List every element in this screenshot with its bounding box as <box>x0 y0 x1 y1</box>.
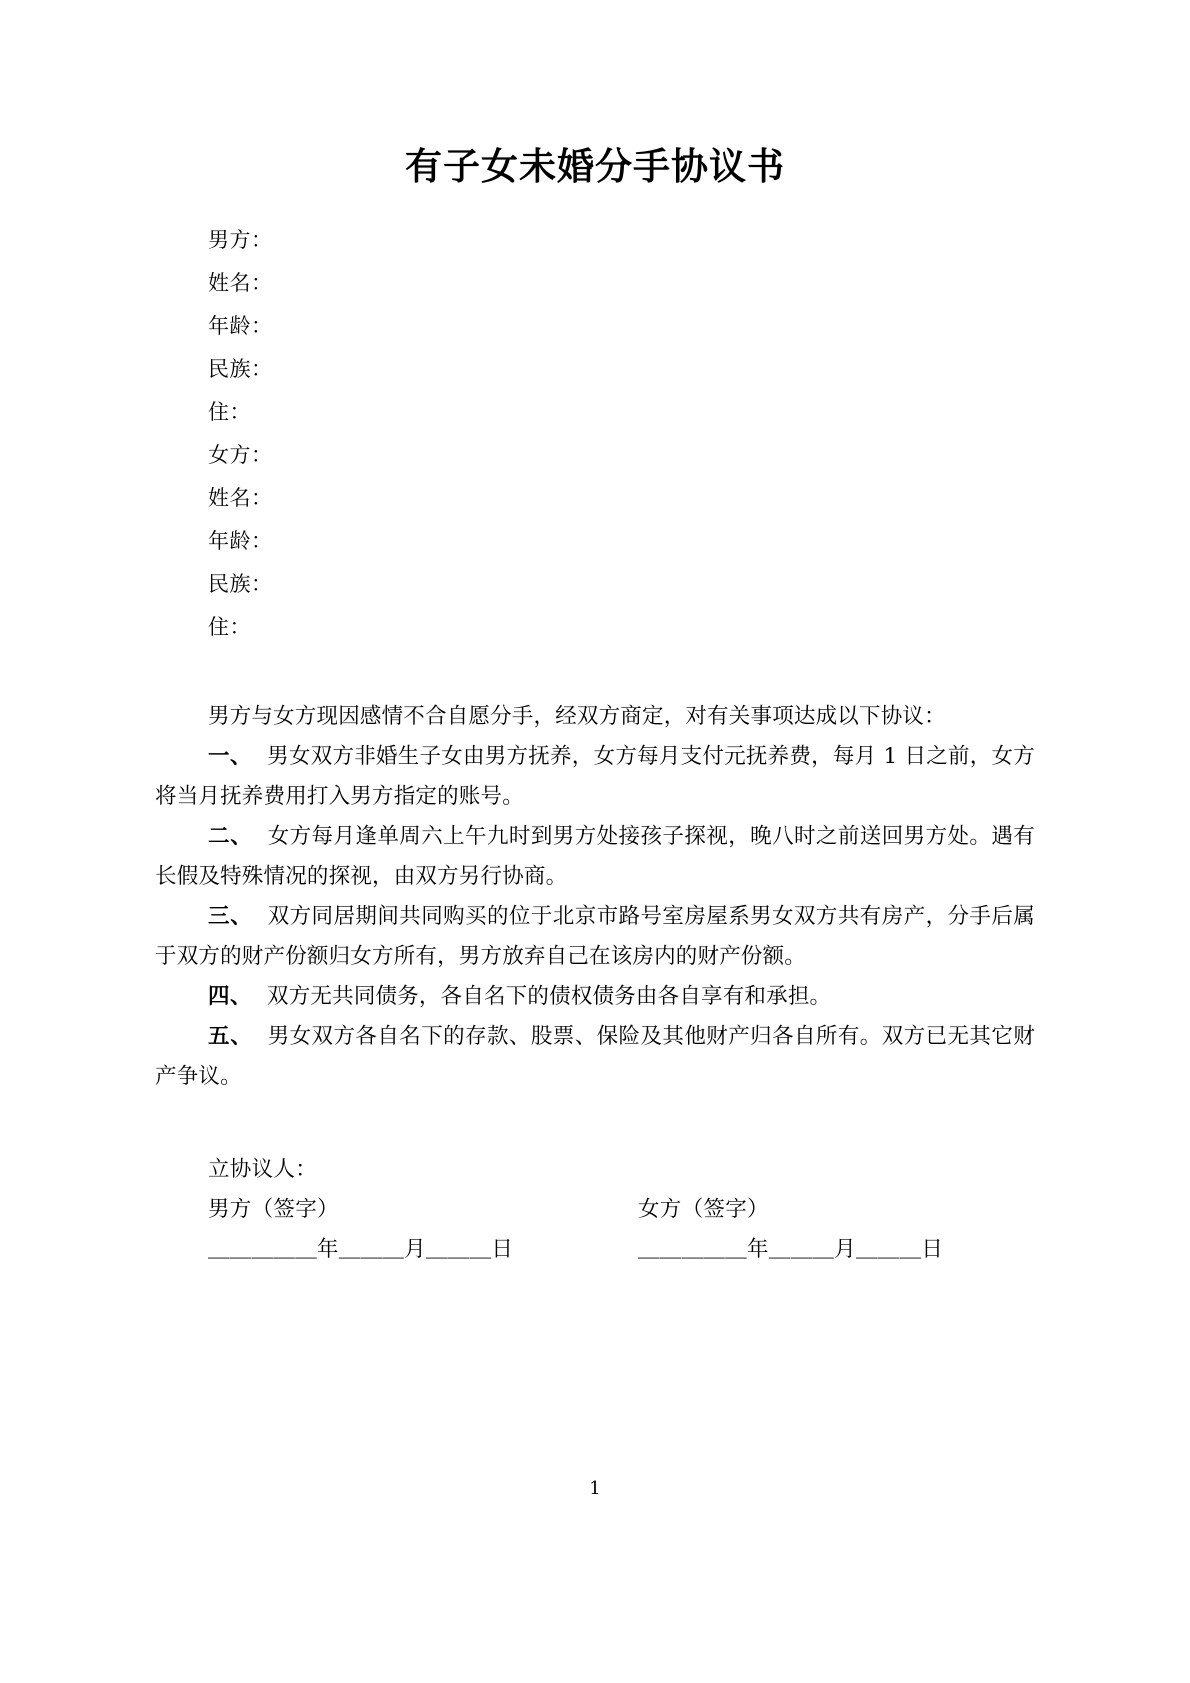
clause-2-text: 女方每月逢单周六上午九时到男方处接孩子探视，晚八时之前送回男方处。遇有长假及特殊情况的探视，由双方另行协商。 <box>155 824 1035 890</box>
male-signature-label: 男方（签字） <box>208 1197 339 1223</box>
clause-5 <box>155 1017 1035 1097</box>
parties-section <box>155 219 1035 649</box>
female-field-age: 年龄： <box>208 529 273 554</box>
clause-1 <box>155 737 1035 817</box>
signature-labels-row <box>208 1190 1035 1230</box>
clause-1-number: 一、 <box>208 744 253 770</box>
clause-4-text: 双方无共同债务，各自名下的债权债务由各自享有和承担。 <box>267 984 832 1010</box>
female-party-heading: 女方： <box>208 443 273 468</box>
clause-5-number: 五、 <box>208 1024 253 1050</box>
male-party-heading: 男方： <box>208 228 273 253</box>
male-field-age: 年龄： <box>208 314 273 339</box>
male-field-name: 姓名： <box>208 271 273 296</box>
clause-3-text: 双方同居期间共同购买的位于北京市路号室房屋系男女双方共有房产，分手后属于双方的财产份额归女方所有，男方放弃自己在该房内的财产份额。 <box>155 904 1035 970</box>
female-signature-date: ＿＿＿＿＿年＿＿＿月＿＿＿日 <box>638 1237 944 1263</box>
male-field-ethnicity: 民族： <box>208 357 273 382</box>
female-field-name: 姓名： <box>208 486 273 511</box>
clause-4-number: 四、 <box>208 984 253 1010</box>
clause-5-text: 男女双方各自名下的存款、股票、保险及其他财产归各自所有。双方已无其它财产争议。 <box>155 1024 1035 1090</box>
male-signature-date: ＿＿＿＿＿年＿＿＿月＿＿＿日 <box>208 1237 514 1263</box>
page-title: 有子女未婚分手协议书 <box>405 145 785 188</box>
signature-heading: 立协议人： <box>208 1157 318 1183</box>
clause-2-number: 二、 <box>208 824 253 850</box>
page-number: 1 <box>589 1478 601 1499</box>
female-signature-label: 女方（签字） <box>638 1197 769 1223</box>
clause-3 <box>155 897 1035 977</box>
signature-section <box>155 1150 1035 1270</box>
document-content <box>155 0 1035 1270</box>
female-field-ethnicity: 民族： <box>208 572 273 597</box>
signature-dates-row <box>208 1230 1035 1270</box>
clause-4 <box>155 977 1035 1017</box>
clause-1-text: 男女双方非婚生子女由男方抚养，女方每月支付元抚养费，每月 1 日之前，女方将当月抚养费用打入男方指定的账号。 <box>155 744 1035 810</box>
male-field-address: 住： <box>208 400 251 425</box>
female-field-address: 住： <box>208 615 251 640</box>
agreement-body <box>155 697 1035 1097</box>
clause-2 <box>155 817 1035 897</box>
intro-paragraph: 男方与女方现因感情不合自愿分手，经双方商定，对有关事项达成以下协议： <box>208 704 946 730</box>
clause-3-number: 三、 <box>208 904 253 930</box>
